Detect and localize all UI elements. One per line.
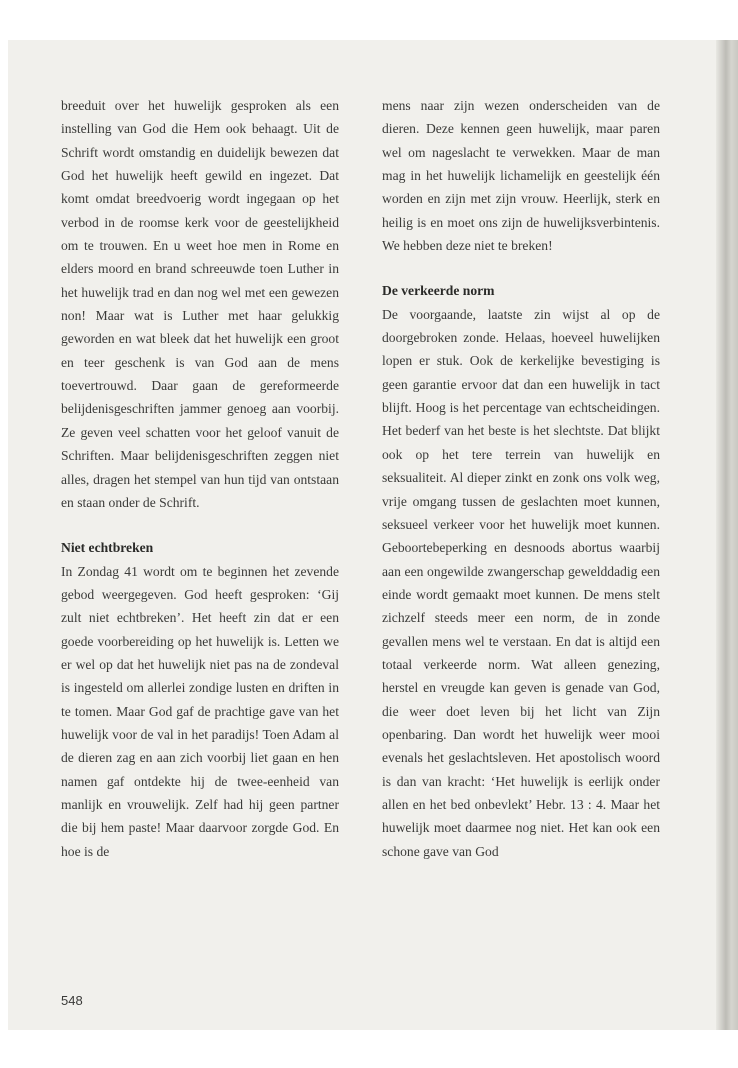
section-gap — [382, 257, 660, 279]
right-paragraph-2: De voorgaande, laatste zin wijst al op de doorgebroken zonde. Helaas, hoeveel huwelijken lopen er stuk. Ook de kerkelijke bevestiging is geen garantie ervoor dat dan een huwelijk in tact blijft. Hoog is het percentage van echtscheidingen. Het bederf van het beste is het slechtste. Dat blijkt ook op het tere terrein van huwelijk en seksualiteit. Al dieper zinkt en zonk ons volk weg, vrije omgang tussen de geslachten moet kunnen, seksueel verkeer voor het huwelijk moet kunnen. Geboortebeperking en desnoods abortus waarbij aan een ongewilde zwangerschap gewelddadig een einde wordt gemaakt moet kunnen. De mens stelt zichzelf steeds meer een norm, de in zonde gevallen mens wel te verstaan. En dat is altijd een totaal verkeerde norm. Wat alleen genezing, herstel en vreugde kan geven is genade van God, die weer doet leven bij het licht van Zijn openbaring. Dan wordt het huwelijk weer mooi evenals het geslachtsleven. Het apostolisch woord is dan van kracht: ‘Het huwelijk is eerlijk onder allen en het bed onbevlekt’ Hebr. 13 : 4. Maar het huwelijk moet daarmee nog niet. Het kan ook een schone gave van God — [382, 306, 660, 859]
section-heading-niet-echtbreken: Niet echtbreken — [61, 540, 154, 556]
right-column — [382, 94, 660, 863]
section-gap — [61, 514, 339, 536]
book-page — [8, 40, 738, 1030]
left-column — [61, 94, 339, 863]
left-paragraph-1: breeduit over het huwelijk gesproken als een instelling van God die Hem ook behaagt. Uit de Schrift wordt omstandig en duidelijk bewezen dat God het huwelijk heeft gewild en ingezet. Dat komt omdat breedvoerig wordt ingegaan op het verbod in de roomse kerk voor de geestelijkheid om te trouwen. En u weet hoe men in Rome en elders moord en brand schreeuwde toen Luther in het huwelijk trad en dan nog wel met een gewezen non! Maar wat is Luther met haar gelukkig geworden en wat bleek dat het huwelijk een groot en teer geschenk is van God aan de mens toevertrouwd. Daar gaan de gereformeerde belijdenisgeschriften jammer genoeg aan voorbij. Ze geven veel schatten voor het geloof vanuit de Schriften. Maar belijdenisgeschriften zeggen niet alles, dragen het stempel van hun tijd van ontstaan en staan onder de Schrift. — [61, 98, 339, 510]
book-spine-edge — [716, 40, 738, 1030]
left-paragraph-2: In Zondag 41 wordt om te beginnen het zevende gebod weergegeven. God heeft gesproken: ‘Gij zult niet echtbreken’. Het heeft zin dat er een goede voorbereiding op het huwelijk is. Letten we er wel op dat het huwelijk niet pas na de zondeval is ingesteld om allerlei zondige lusten en driften in te tomen. Maar God gaf de prachtige gave van het huwelijk voor de val in het paradijs! Toen Adam al de dieren zag en aan zich voorbij liet gaan en hen namen gaf ontdekte hij de twee-eenheid van manlijk en vrouwelijk. Zelf had hij geen partner die bij hem paste! Maar daarvoor zorgde God. En hoe is de — [61, 563, 339, 859]
page-number: 548 — [61, 993, 83, 1008]
section-heading-de-verkeerde-norm: De verkeerde norm — [382, 283, 495, 299]
right-paragraph-1: mens naar zijn wezen onderscheiden van de dieren. Deze kennen geen huwelijk, maar paren wel om nageslacht te verwekken. Maar de man mag in het huwelijk lichamelijk en geestelijk één worden en zijn met zijn vrouw. Heerlijk, sterk en heilig is en moet ons zijn de huwelijksverbintenis. We hebben deze niet te breken! — [382, 98, 660, 254]
